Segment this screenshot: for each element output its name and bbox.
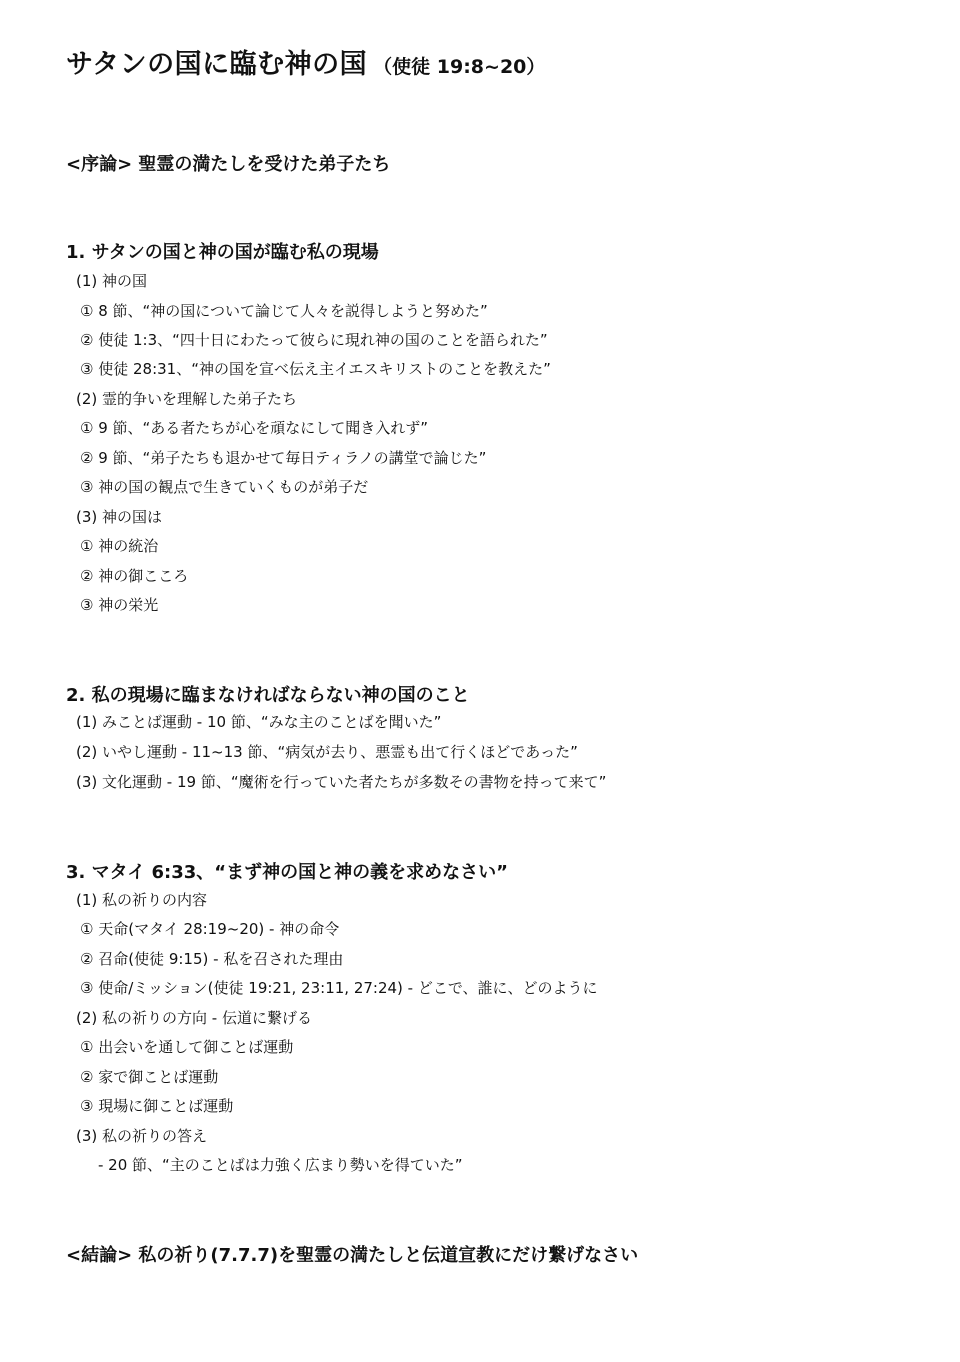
title-main: サタンの国に臨む神の国 [66, 49, 368, 80]
intro-heading: <序論> 聖霊の満たしを受けた弟子たち [66, 154, 391, 175]
section-3-line: (1) 私の祈りの内容 [76, 891, 208, 909]
conclusion-heading: <結論> 私の祈り(7.7.7)を聖霊の満たしと伝道宣教にだけ繋げなさい [66, 1245, 639, 1266]
section-3-line: (2) 私の祈りの方向 - 伝道に繋げる [76, 1009, 312, 1027]
section-1-line: ① 8 節、“神の国について論じて人々を説得しようと努めた” [80, 302, 488, 320]
section-3-line: ② 家で御ことば運動 [80, 1068, 219, 1086]
section-1-line: ② 9 節、“弟子たちも退かせて毎日ティラノの講堂で論じた” [80, 449, 487, 467]
section-2-line: (3) 文化運動 - 19 節、“魔術を行っていた者たちが多数その書物を持って来て” [76, 773, 607, 791]
section-1-line: ③ 神の国の観点で生きていくものが弟子だ [80, 478, 369, 496]
section-3-line: - 20 節、“主のことばは力強く広まり勢いを得ていた” [98, 1156, 463, 1174]
section-1-line: ② 神の御こころ [80, 567, 189, 585]
section-1-line: ① 9 節、“ある者たちが心を頑なにして聞き入れず” [80, 419, 429, 437]
section-1-line: ① 神の統治 [80, 537, 159, 555]
section-2-heading: 2. 私の現場に臨まなければならない神の国のこと [66, 685, 470, 706]
section-3-line: ③ 現場に御ことば運動 [80, 1097, 234, 1115]
section-1-line: ② 使徒 1:3、“四十日にわたって彼らに現れ神の国のことを語られた” [80, 331, 548, 349]
section-3-line: (3) 私の祈りの答え [76, 1127, 208, 1145]
section-1-line: (3) 神の国は [76, 508, 163, 526]
section-3-line: ① 出会いを通して御ことば運動 [80, 1038, 294, 1056]
section-1-line: (1) 神の国 [76, 272, 148, 290]
section-3-heading: 3. マタイ 6:33、“まず神の国と神の義を求めなさい” [66, 862, 508, 883]
section-1-line: (2) 霊的争いを理解した弟子たち [76, 390, 298, 408]
section-2-line: (2) いやし運動 - 11~13 節、“病気が去り、悪霊も出て行くほどであった” [76, 743, 578, 761]
section-1-line: ③ 使徒 28:31、“神の国を宣べ伝え主イエスキリストのことを教えた” [80, 360, 551, 378]
section-1-heading: 1. サタンの国と神の国が臨む私の現場 [66, 242, 379, 263]
document-title [66, 42, 545, 81]
section-3-line: ③ 使命/ミッション(使徒 19:21, 23:11, 27:24) - どこで、誰に、どのように [80, 979, 598, 997]
section-2-line: (1) みことば運動 - 10 節、“みな主のことばを聞いた” [76, 713, 442, 731]
section-3-line: ① 天命(マタイ 28:19~20) - 神の命令 [80, 920, 340, 938]
section-3-line: ② 召命(使徒 9:15) - 私を召された理由 [80, 950, 344, 968]
title-scripture-ref: （使徒 19:8~20） [373, 56, 546, 78]
section-1-line: ③ 神の栄光 [80, 596, 159, 614]
